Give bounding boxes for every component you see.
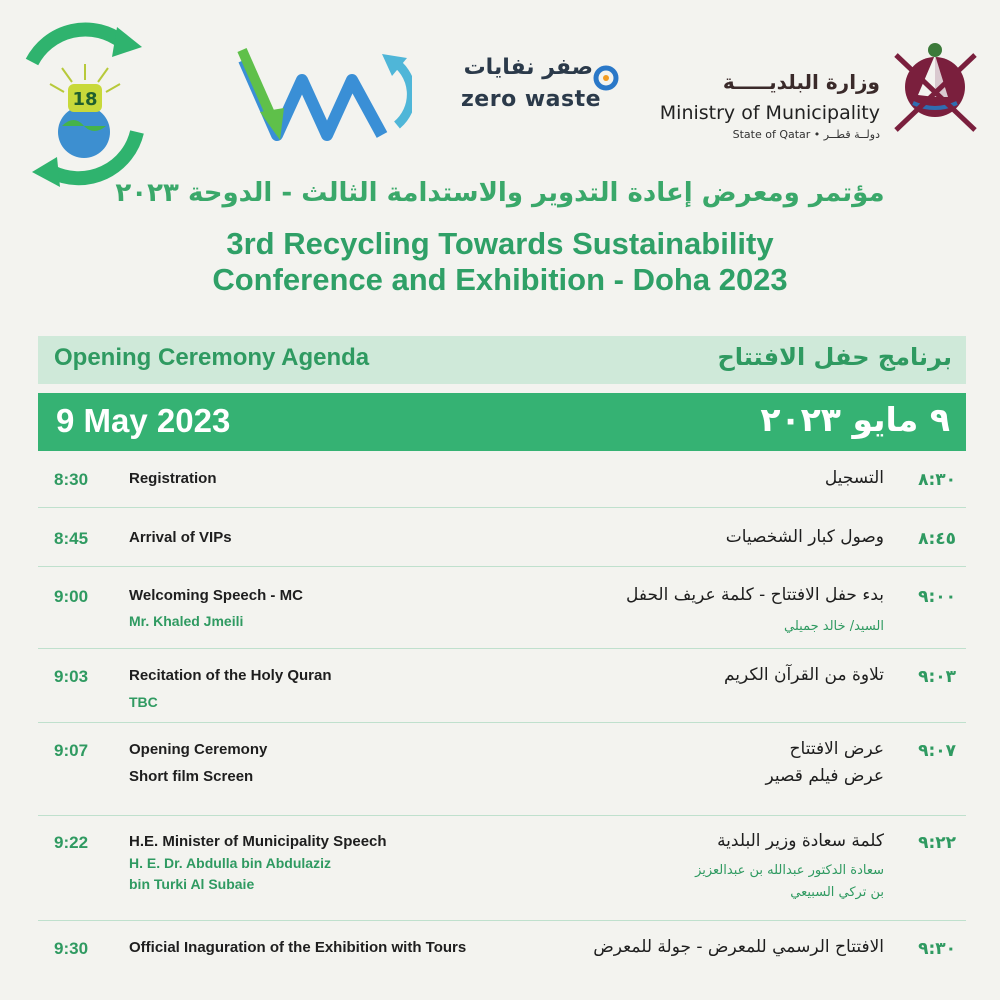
state-of-qatar-label: State of Qatar • دولــة قطــر bbox=[732, 128, 880, 141]
divider bbox=[38, 815, 966, 816]
time-arabic: ٩:٠٣ bbox=[918, 667, 956, 687]
divider bbox=[38, 566, 966, 567]
conference-title-line1: 3rd Recycling Towards Sustainability bbox=[226, 226, 774, 261]
agenda-label-arabic: برنامج حفل الافتتاح bbox=[717, 343, 952, 371]
logo-strip bbox=[0, 0, 1000, 200]
date-arabic: ٩ مايو ٢٠٢٣ bbox=[760, 400, 950, 439]
divider bbox=[38, 920, 966, 921]
time-english: 9:07 bbox=[54, 741, 89, 760]
divider bbox=[38, 648, 966, 649]
item-speaker-english: TBC bbox=[129, 694, 158, 710]
divider bbox=[38, 507, 966, 508]
ministry-name-arabic: وزارة البلديـــــة bbox=[722, 70, 880, 94]
item-title-arabic: تلاوة من القرآن الكريم bbox=[723, 665, 884, 685]
item-title-arabic: عرض الافتتاح bbox=[789, 739, 884, 759]
item-title-english: Opening Ceremony bbox=[129, 741, 268, 758]
item-title-english-line2: Short film Screen bbox=[129, 768, 254, 785]
time-arabic: ٩:٢٢ bbox=[918, 833, 956, 853]
time-arabic: ٨:٣٠ bbox=[918, 470, 956, 490]
item-speaker-english-line2: bin Turki Al Subaie bbox=[129, 876, 255, 892]
item-title-arabic: بدء حفل الافتتاح - كلمة عريف الحفل bbox=[625, 585, 884, 605]
item-title-arabic: كلمة سعادة وزير البلدية bbox=[717, 831, 884, 851]
time-english: 9:30 bbox=[54, 939, 89, 958]
time-english: 8:30 bbox=[54, 470, 89, 489]
zero-waste-english: zero waste bbox=[461, 87, 602, 112]
time-arabic: ٩:٠٠ bbox=[918, 587, 956, 607]
ministry-logo bbox=[658, 70, 890, 150]
agenda-label-english: Opening Ceremony Agenda bbox=[54, 344, 370, 371]
recycling-conference-logo bbox=[12, 22, 152, 192]
item-title-english: Official Inaguration of the Exhibition with Tours bbox=[129, 939, 467, 956]
item-title-english: H.E. Minister of Municipality Speech bbox=[129, 833, 387, 850]
date-english: 9 May 2023 bbox=[56, 402, 231, 439]
time-arabic: ٩:٣٠ bbox=[918, 939, 956, 959]
time-english: 9:22 bbox=[54, 833, 89, 852]
time-english: 9:00 bbox=[54, 587, 89, 606]
zero-waste-arabic: صفر نفايات bbox=[463, 55, 593, 80]
location-pin-icon bbox=[593, 65, 619, 91]
item-speaker-arabic: السيد/ خالد جميلي bbox=[784, 619, 884, 634]
item-speaker-arabic: سعادة الدكتور عبدالله بن عبدالعزيز bbox=[695, 863, 884, 878]
item-title-english: Arrival of VIPs bbox=[129, 529, 232, 546]
wm-logo bbox=[232, 40, 412, 150]
item-title-english: Registration bbox=[129, 470, 217, 487]
time-english: 9:03 bbox=[54, 667, 89, 686]
item-title-arabic: الافتتاح الرسمي للمعرض - جولة للمعرض bbox=[593, 937, 884, 957]
item-title-arabic-line2: عرض فيلم قصير bbox=[765, 766, 884, 786]
divider bbox=[38, 722, 966, 723]
time-english: 8:45 bbox=[54, 529, 89, 548]
item-title-arabic: وصول كبار الشخصيات bbox=[725, 527, 884, 547]
item-title-english: Welcoming Speech - MC bbox=[129, 587, 303, 604]
agenda-header-bar bbox=[38, 336, 966, 384]
time-arabic: ٩:٠٧ bbox=[918, 741, 956, 761]
badge-number: 18 bbox=[72, 89, 98, 110]
item-title-english: Recitation of the Holy Quran bbox=[129, 667, 332, 684]
item-title-arabic: التسجيل bbox=[824, 468, 884, 488]
item-speaker-english: Mr. Khaled Jmeili bbox=[129, 613, 244, 629]
item-speaker-arabic-line2: بن تركي السبيعي bbox=[790, 885, 884, 900]
conference-title-arabic: مؤتمر ومعرض إعادة التدوير والاستدامة الثالث - الدوحة ٢٠٢٣ bbox=[115, 178, 885, 208]
conference-title-line2: Conference and Exhibition - Doha 2023 bbox=[212, 262, 788, 297]
time-arabic: ٨:٤٥ bbox=[918, 529, 956, 549]
date-bar bbox=[38, 393, 966, 451]
zero-waste-logo bbox=[455, 55, 625, 125]
ministry-name-english: Ministry of Municipality bbox=[659, 102, 880, 124]
item-speaker-english: H. E. Dr. Abdulla bin Abdulaziz bbox=[129, 855, 331, 871]
qatar-emblem-icon bbox=[888, 35, 983, 145]
